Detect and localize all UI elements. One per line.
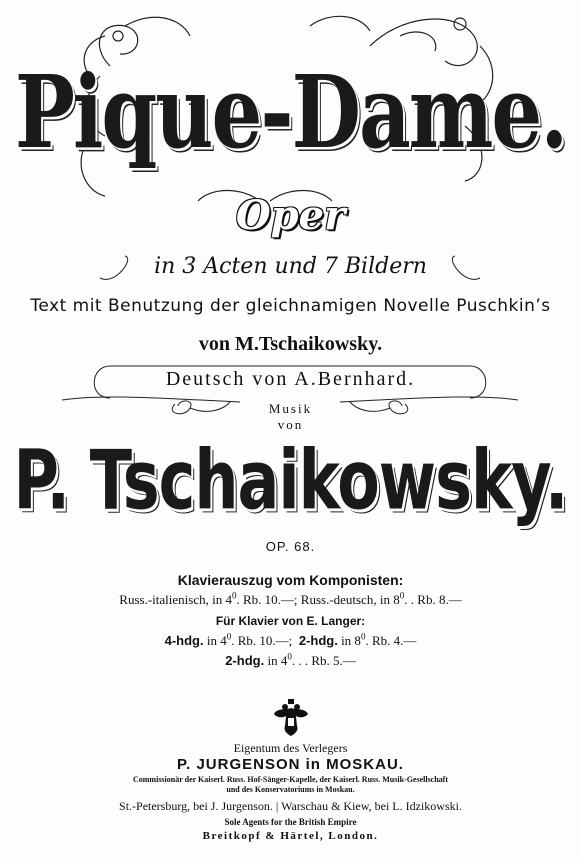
branch-cities-line: St.-Petersburg, bei J. Jurgenson. | Warschau & Kiew, bei L. Idzikowski. [119,799,462,813]
edition-german: Russ.-deutsch, in 8 [300,592,400,607]
opera-title: Pique-Dame. [14,53,567,171]
agents-line: Sole Agents for the British Empire [224,817,357,827]
von-label: von [277,417,304,432]
imperial-eagle-icon [273,698,309,738]
two-hand-label: 2-hdg. [225,653,265,668]
piano-solo-heading: Für Klavier von E. Langer: [215,614,366,628]
degree-mark: 0 [231,590,237,601]
musik-label: Musik [268,401,313,416]
genre-label: Oper [235,192,346,239]
edition-german-price: . . Rb. 8.— [404,592,462,607]
format-label: in 4 [206,633,227,648]
translator-line: Deutsch von A.Bernhard. [165,368,416,390]
piano-score-heading: Klavierauszug vom Komponisten: [177,572,404,588]
degree-mark: 0 [360,631,366,642]
format-label: in 4 [267,653,288,668]
price-label: . Rb. 10.—; [231,633,293,648]
publisher-name: P. JURGENSON in MOSKAU. [177,756,404,773]
piano-solo-editions-2 [0,651,581,668]
commission-line-1: Commissionär der Kaiserl. Russ. Hof-Sänger-Kapelle, der Kaiserl. Russ. Musik-Gesellschaft [132,775,449,784]
degree-mark: 0 [399,590,405,601]
acts-line: in 3 Acten und 7 Bildern [154,254,427,279]
price-label: . . . Rb. 5.— [291,653,356,668]
libretto-source-line: Text mit Benutzung der gleichnamigen Novelle Puschkin’s [30,296,551,316]
degree-mark: 0 [287,651,292,662]
agents-name-line: Breitkopf & Härtel, London. [202,830,379,842]
composer-name: P. Tschaikowsky. [13,432,568,529]
piano-solo-editions-1 [0,631,581,648]
four-hand-label: 4-hdg. [164,633,204,648]
opus-number: OP. 68. [265,539,316,554]
price-label: . Rb. 4.— [365,633,417,648]
piano-score-editions [0,590,581,607]
ownership-line: Eigentum des Verlegers [233,741,348,755]
commission-line-2: und des Konservatoriums in Moskau. [226,785,355,794]
edition-italian-price: . Rb. 10.—; [236,592,298,607]
two-hand-label: 2-hdg. [298,633,338,648]
edition-italian: Russ.-italienisch, in 4 [119,592,232,607]
librettist-line: von M.Tschaikowsky. [198,333,383,355]
format-label: in 8 [341,633,361,648]
degree-mark: 0 [226,631,232,642]
